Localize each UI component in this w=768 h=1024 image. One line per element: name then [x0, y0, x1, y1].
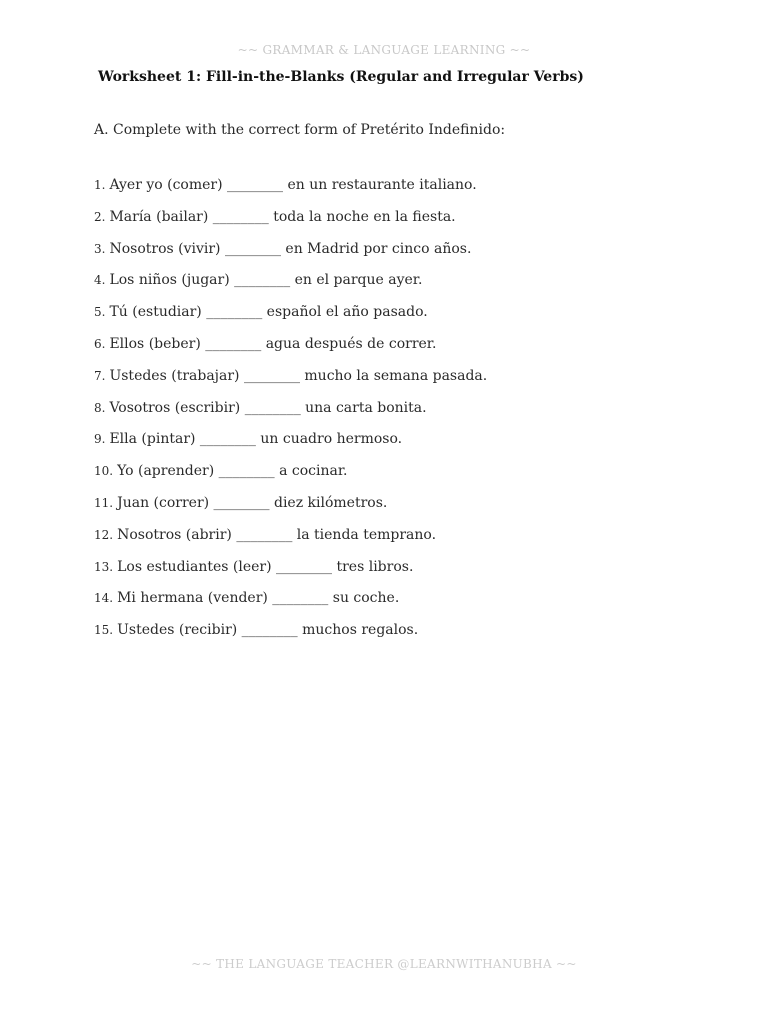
item-text: Los niños (jugar) ________ en el parque ayer.	[109, 272, 423, 289]
item-number: 9.	[94, 432, 106, 447]
section-instructions: A. Complete with the correct form of Pretérito Indefinido:	[94, 122, 506, 138]
item-text: Tú (estudiar) ________ español el año pasado.	[109, 304, 428, 321]
item-text: Yo (aprender) ________ a cocinar.	[117, 463, 348, 480]
exercise-item	[94, 431, 487, 463]
item-number: 4.	[94, 273, 106, 288]
exercise-item	[94, 495, 487, 527]
exercise-item	[94, 527, 487, 559]
exercise-item	[94, 304, 487, 336]
item-text: Ustedes (recibir) ________ muchos regalos.	[117, 622, 419, 639]
exercise-item	[94, 177, 487, 209]
page-header: ~~ GRAMMAR & LANGUAGE LEARNING ~~	[237, 43, 531, 57]
exercise-item	[94, 209, 487, 241]
item-number: 13.	[94, 559, 114, 574]
item-number: 12.	[94, 527, 114, 542]
item-number: 1.	[94, 178, 106, 192]
item-number: 15.	[94, 623, 114, 638]
item-text: Ellos (beber) ________ agua después de correr.	[109, 335, 437, 352]
item-number: 8.	[94, 400, 106, 415]
item-text: Los estudiantes (leer) ________ tres libros.	[117, 558, 414, 575]
exercise-item	[94, 336, 487, 368]
item-text: Ustedes (trabajar) ________ mucho la semana pasada.	[109, 367, 488, 384]
item-number: 2.	[94, 209, 106, 224]
item-text: Vosotros (escribir) ________ una carta bonita.	[109, 399, 427, 416]
item-number: 3.	[94, 241, 106, 256]
worksheet-title: Worksheet 1: Fill-in-the-Blanks (Regular and Irregular Verbs)	[98, 69, 584, 85]
item-number: 11.	[94, 495, 114, 510]
exercise-list	[94, 177, 487, 654]
item-text: Juan (correr) ________ diez kilómetros.	[117, 494, 388, 511]
item-text: Ayer yo (comer) ________ en un restaurante italiano.	[109, 177, 477, 193]
exercise-item	[94, 622, 487, 654]
item-number: 14.	[94, 591, 114, 606]
item-number: 5.	[94, 305, 106, 320]
item-number: 6.	[94, 336, 106, 351]
item-text: Ella (pintar) ________ un cuadro hermoso.	[109, 431, 403, 448]
exercise-item	[94, 400, 487, 432]
exercise-item	[94, 590, 487, 622]
exercise-item	[94, 368, 487, 400]
exercise-item	[94, 272, 487, 304]
item-text: María (bailar) ________ toda la noche en la fiesta.	[109, 208, 456, 225]
item-number: 10.	[94, 464, 114, 479]
page-footer: ~~ THE LANGUAGE TEACHER @LEARNWITHANUBHA ~~	[191, 957, 577, 971]
exercise-item	[94, 241, 487, 273]
item-number: 7.	[94, 368, 106, 383]
item-text: Nosotros (vivir) ________ en Madrid por cinco años.	[109, 240, 472, 257]
exercise-item	[94, 463, 487, 495]
item-text: Mi hermana (vender) ________ su coche.	[117, 590, 400, 607]
exercise-item	[94, 559, 487, 591]
item-text: Nosotros (abrir) ________ la tienda temprano.	[117, 526, 437, 543]
